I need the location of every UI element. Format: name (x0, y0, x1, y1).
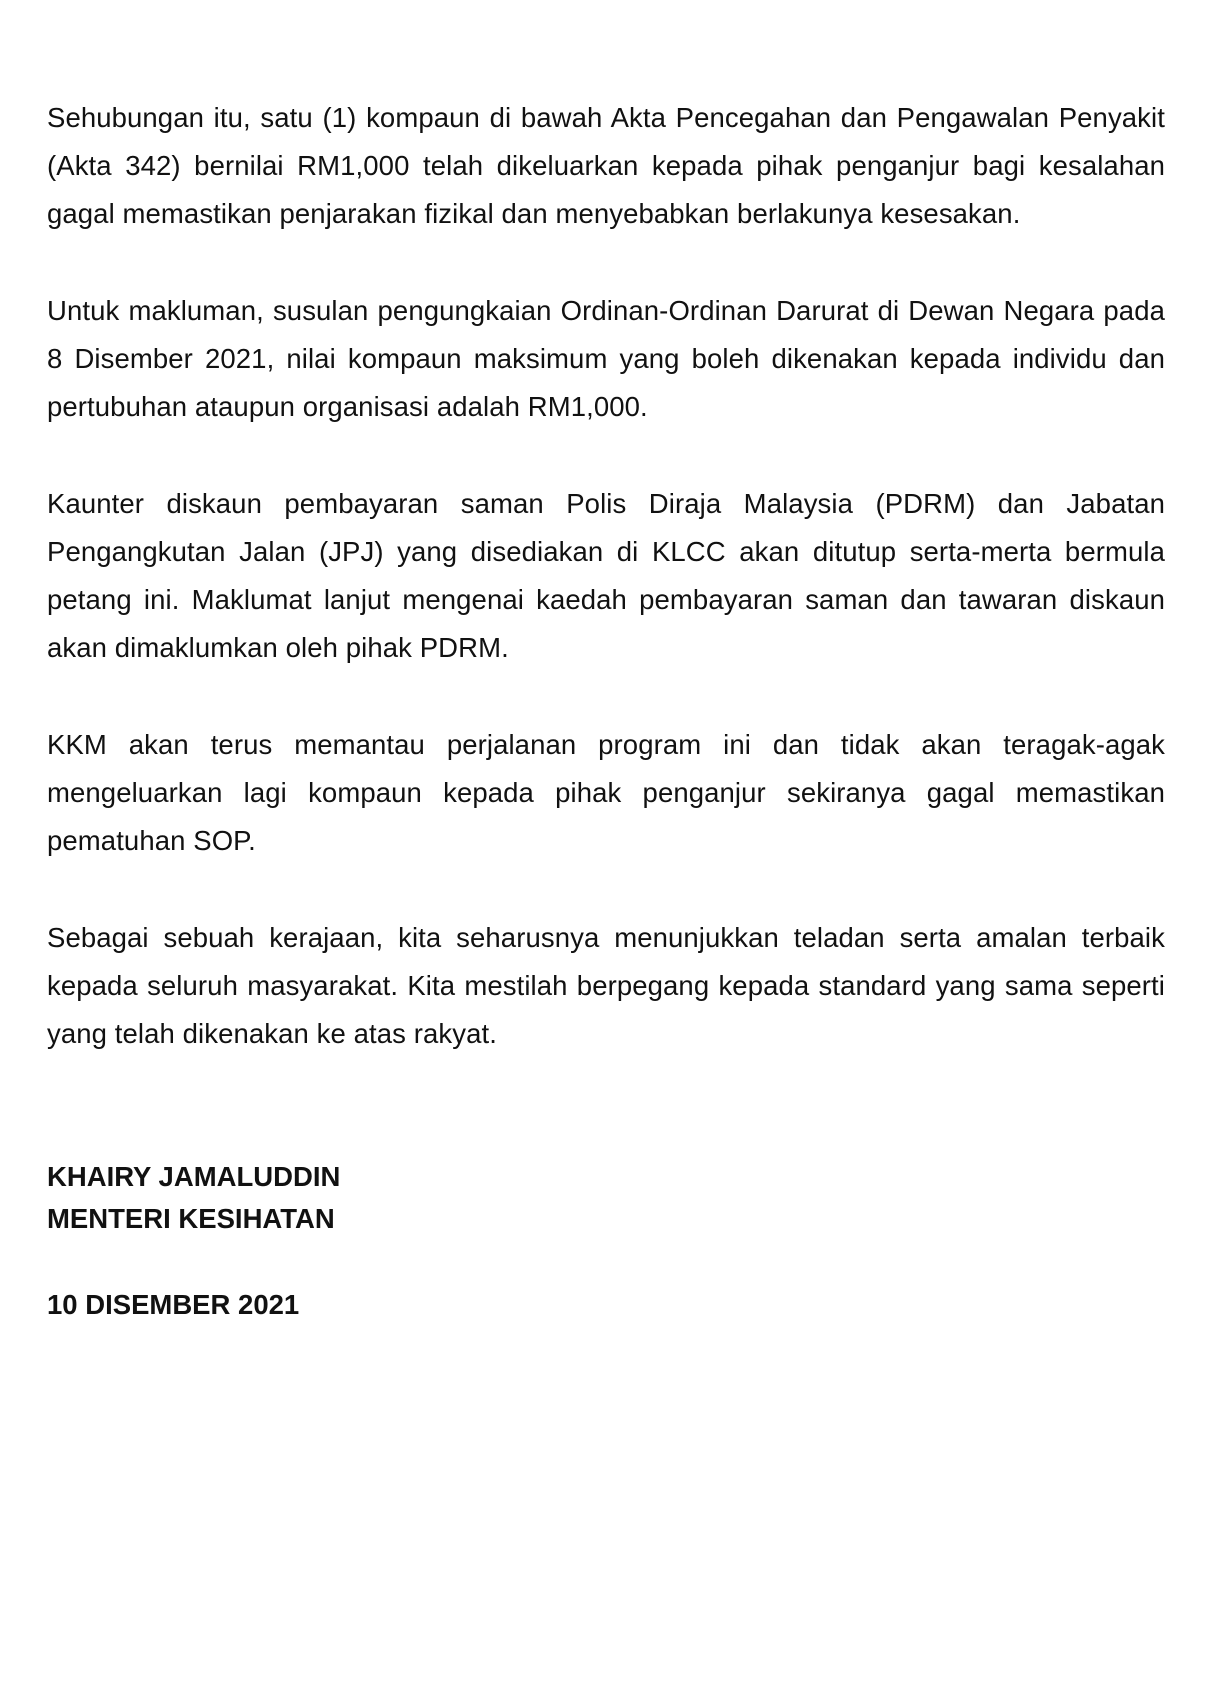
paragraph-government-example: Sebagai sebuah kerajaan, kita seharusnya menunjukkan teladan serta amalan terbaik kepada seluruh masyarakat. Kita mestilah berpegang kepada standard yang sama seperti yang telah dikenakan ke atas rakyat. (47, 922, 1165, 1049)
signature-block (47, 1156, 1165, 1240)
signatory-title: MENTERI KESIHATAN (47, 1203, 335, 1234)
paragraph-discount-counter-closure: Kaunter diskaun pembayaran saman Polis Diraja Malaysia (PDRM) dan Jabatan Pengangkutan Jalan (JPJ) yang disediakan di KLCC akan ditutup serta-merta bermula petang ini. Maklumat lanjut mengenai kaedah pembayaran saman dan tawaran diskaun akan dimaklumkan oleh pihak PDRM. (47, 488, 1165, 663)
document-body (47, 94, 1165, 1326)
paragraph-max-compound-info: Untuk makluman, susulan pengungkaian Ordinan-Ordinan Darurat di Dewan Negara pada 8 Disember 2021, nilai kompaun maksimum yang boleh dikenakan kepada individu dan pertubuhan ataupun organisasi adalah RM1,000. (47, 295, 1165, 422)
paragraph-kkm-monitoring: KKM akan terus memantau perjalanan program ini dan tidak akan teragak-agak mengeluarkan lagi kompaun kepada pihak penganjur sekiranya gagal memastikan pematuhan SOP. (47, 729, 1165, 856)
paragraph-compound-issued: Sehubungan itu, satu (1) kompaun di bawah Akta Pencegahan dan Pengawalan Penyakit (Akta 342) bernilai RM1,000 telah dikeluarkan kepada pihak penganjur bagi kesalahan gagal memastikan penjarakan fizikal dan menyebabkan berlakunya kesesakan. (47, 102, 1165, 229)
signatory-name: KHAIRY JAMALUDDIN (47, 1161, 341, 1192)
statement-date: 10 DISEMBER 2021 (47, 1289, 300, 1320)
